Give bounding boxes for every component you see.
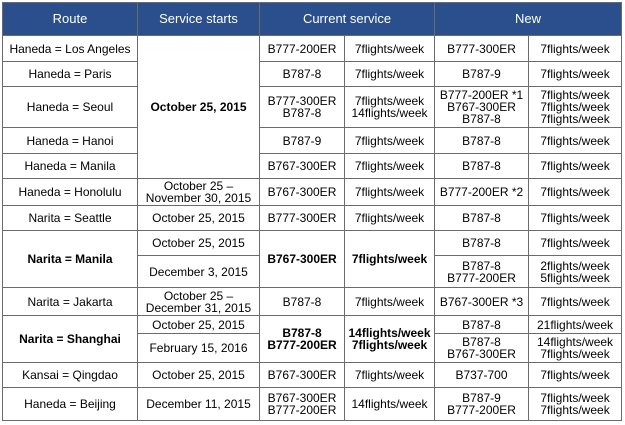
date-line: October 25 – (163, 179, 234, 193)
aircraft-line: B767-300ER (267, 391, 337, 405)
current-frequency-cell: 7flights/week (345, 36, 435, 62)
route-cell: Haneda = Hanoi (3, 128, 138, 154)
route-cell: Haneda = Los Angeles (3, 36, 138, 62)
frequency-line: 7flights/week (540, 403, 610, 417)
date-line: December 31, 2015 (145, 300, 252, 315)
aircraft-line: B787-8 (282, 106, 322, 120)
new-frequency-cell: 7flights/week (529, 206, 622, 231)
current-frequency-cell: 7flights/week (345, 231, 435, 288)
current-frequency-cell (345, 316, 435, 363)
current-aircraft-cell: B787-8 (260, 288, 345, 316)
current-frequency-cell: 7flights/week (345, 363, 435, 388)
new-frequency-cell: 7flights/week (529, 179, 622, 206)
new-frequency-cell (529, 256, 622, 288)
table-row (3, 36, 622, 62)
current-aircraft-cell (260, 87, 345, 128)
route-cell: Narita = Shanghai (3, 316, 138, 363)
current-aircraft-cell: B777-300ER (260, 206, 345, 231)
service-starts-cell: October 25, 2015 (138, 36, 260, 179)
new-frequency-cell: 21flights/week (529, 316, 622, 334)
table-row (3, 206, 622, 231)
new-aircraft-cell: B767-300ER *3 (435, 288, 529, 316)
current-frequency-cell: 7flights/week (345, 128, 435, 154)
date-line: November 30, 2015 (145, 191, 252, 205)
route-cell: Haneda = Honolulu (3, 179, 138, 206)
header-row (3, 3, 622, 36)
frequency-line: 14flights/week (351, 106, 428, 120)
route-cell: Haneda = Paris (3, 62, 138, 87)
aircraft-line: B777-300ER (267, 94, 337, 108)
frequency-line: 7flights/week (540, 347, 610, 361)
table-row (3, 179, 622, 206)
new-aircraft-cell: B787-8 (435, 316, 529, 334)
new-frequency-cell: 7flights/week (529, 128, 622, 154)
frequency-line: 2flights/week (540, 258, 610, 273)
header-new: New (435, 3, 622, 36)
aircraft-line: B787-8 (282, 326, 322, 340)
route-cell: Narita = Jakarta (3, 288, 138, 316)
new-aircraft-cell (435, 87, 529, 128)
current-frequency-cell: 7flights/week (345, 179, 435, 206)
current-aircraft-cell (260, 388, 345, 421)
current-frequency-cell: 7flights/week (345, 206, 435, 231)
new-frequency-cell (529, 334, 622, 363)
service-starts-cell: February 15, 2016 (138, 334, 260, 363)
new-aircraft-cell: B777-200ER *2 (435, 179, 529, 206)
current-aircraft-cell: B767-300ER (260, 179, 345, 206)
current-aircraft-cell (260, 316, 345, 363)
aircraft-line: B787-8 (462, 258, 501, 273)
new-aircraft-cell: B787-8 (435, 128, 529, 154)
new-aircraft-cell: B787-8 (435, 154, 529, 179)
current-frequency-cell (345, 87, 435, 128)
aircraft-line: B777-200ER (267, 338, 337, 352)
route-cell: Kansai = Qingdao (3, 363, 138, 388)
current-frequency-cell: 7flights/week (345, 62, 435, 87)
frequency-line: 7flights/week (540, 112, 610, 126)
table-row (3, 363, 622, 388)
service-starts-cell: October 25, 2015 (138, 206, 260, 231)
aircraft-line: B787-9 (462, 391, 501, 405)
frequency-line: 14flights/week (537, 335, 614, 349)
service-starts-cell (138, 179, 260, 206)
frequency-line: 7flights/week (540, 100, 610, 114)
table-row (3, 388, 622, 421)
table-row (3, 231, 622, 256)
current-aircraft-cell: B767-300ER (260, 363, 345, 388)
frequency-line: 7flights/week (540, 88, 610, 102)
new-frequency-cell: 7flights/week (529, 288, 622, 316)
route-cell: Haneda = Manila (3, 154, 138, 179)
frequency-line: 7flights/week (351, 338, 428, 352)
aircraft-line: B777-200ER (447, 270, 516, 285)
service-starts-cell: October 25, 2015 (138, 231, 260, 256)
table-row (3, 87, 622, 128)
new-aircraft-cell: B777-300ER (435, 36, 529, 62)
new-aircraft-cell (435, 256, 529, 288)
new-frequency-cell: 7flights/week (529, 62, 622, 87)
service-starts-cell: October 25, 2015 (138, 316, 260, 334)
aircraft-line: B787-8 (462, 335, 501, 349)
header-route: Route (3, 3, 138, 36)
current-aircraft-cell: B787-8 (260, 62, 345, 87)
current-aircraft-cell: B767-300ER (260, 154, 345, 179)
frequency-line: 7flights/week (354, 94, 425, 108)
current-aircraft-cell: B777-200ER (260, 36, 345, 62)
header-service-starts: Service starts (138, 3, 260, 36)
table-row (3, 62, 622, 87)
frequency-line: 5flights/week (540, 270, 610, 285)
new-aircraft-cell: B737-700 (435, 363, 529, 388)
aircraft-line: B777-200ER *1 (439, 88, 524, 102)
current-frequency-cell: 7flights/week (345, 288, 435, 316)
new-aircraft-cell (435, 388, 529, 421)
aircraft-line: B777-200ER (447, 403, 516, 417)
service-starts-cell: December 3, 2015 (138, 256, 260, 288)
table-row (3, 154, 622, 179)
new-aircraft-cell: B787-9 (435, 62, 529, 87)
header-current-service: Current service (260, 3, 435, 36)
new-frequency-cell (529, 87, 622, 128)
new-frequency-cell (529, 388, 622, 421)
new-frequency-cell: 7flights/week (529, 231, 622, 256)
route-cell: Narita = Seattle (3, 206, 138, 231)
current-frequency-cell: 14flights/week (345, 388, 435, 421)
new-frequency-cell: 7flights/week (529, 154, 622, 179)
frequency-line: 7flights/week (540, 391, 610, 405)
current-aircraft-cell: B787-9 (260, 128, 345, 154)
new-aircraft-cell: B787-8 (435, 231, 529, 256)
table-row (3, 288, 622, 316)
new-aircraft-cell: B787-8 (435, 206, 529, 231)
aircraft-line: B767-300ER (447, 100, 516, 114)
route-cell: Haneda = Beijing (3, 388, 138, 421)
route-cell: Haneda = Seoul (3, 87, 138, 128)
new-frequency-cell: 7flights/week (529, 36, 622, 62)
service-starts-cell (138, 288, 260, 316)
aircraft-line: B787-8 (462, 112, 501, 126)
table-row (3, 316, 622, 334)
service-starts-cell: October 25, 2015 (138, 363, 260, 388)
table-row (3, 128, 622, 154)
aircraft-line: B777-200ER (267, 403, 337, 417)
date-line: October 25 – (163, 288, 234, 303)
current-frequency-cell: 7flights/week (345, 154, 435, 179)
frequency-line: 14flights/week (348, 326, 431, 340)
aircraft-line: B767-300ER (447, 347, 516, 361)
service-starts-cell: December 11, 2015 (138, 388, 260, 421)
route-cell: Narita = Manila (3, 231, 138, 288)
current-aircraft-cell: B767-300ER (260, 231, 345, 288)
route-schedule-table (2, 2, 622, 421)
new-aircraft-cell (435, 334, 529, 363)
new-frequency-cell: 7flights/week (529, 363, 622, 388)
